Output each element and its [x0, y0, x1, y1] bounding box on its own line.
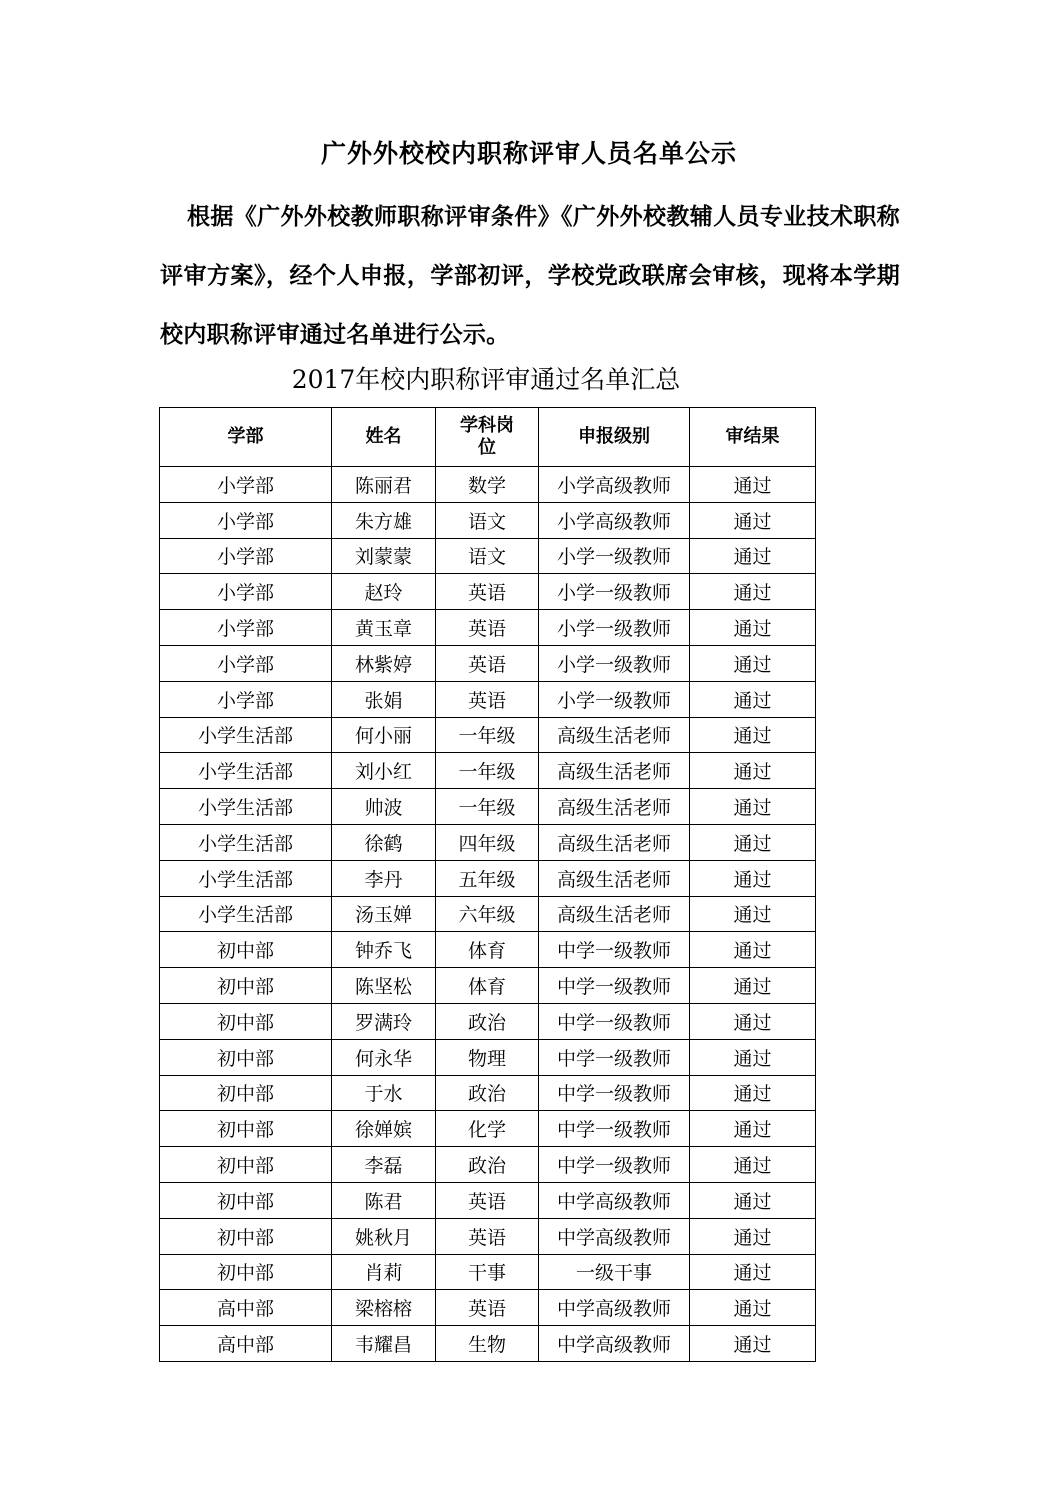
- cell-level: 中学一级教师: [539, 1003, 690, 1039]
- cell-result: 通过: [690, 1218, 816, 1254]
- cell-name: 陈丽君: [332, 467, 436, 503]
- header-subject: 学科岗位: [436, 408, 539, 467]
- cell-name: 徐鹤: [332, 824, 436, 860]
- cell-level: 中学高级教师: [539, 1290, 690, 1326]
- cell-name: 梁榕榕: [332, 1290, 436, 1326]
- cell-level: 小学高级教师: [539, 467, 690, 503]
- cell-subject: 语文: [436, 502, 539, 538]
- cell-name: 罗满玲: [332, 1003, 436, 1039]
- cell-result: 通过: [690, 1326, 816, 1362]
- table-row: [160, 574, 816, 610]
- cell-subject: 语文: [436, 538, 539, 574]
- cell-subject: 一年级: [436, 717, 539, 753]
- table-row: [160, 1326, 816, 1362]
- header-name: 姓名: [332, 408, 436, 467]
- cell-level: 高级生活老师: [539, 896, 690, 932]
- cell-level: 中学一级教师: [539, 968, 690, 1004]
- cell-name: 姚秋月: [332, 1218, 436, 1254]
- cell-level: 小学一级教师: [539, 645, 690, 681]
- table-row: [160, 1111, 816, 1147]
- cell-subject: 数学: [436, 467, 539, 503]
- cell-result: 通过: [690, 896, 816, 932]
- cell-result: 通过: [690, 502, 816, 538]
- cell-name: 赵玲: [332, 574, 436, 610]
- cell-result: 通过: [690, 681, 816, 717]
- cell-level: 小学高级教师: [539, 502, 690, 538]
- cell-name: 钟乔飞: [332, 932, 436, 968]
- cell-dept: 小学部: [160, 645, 332, 681]
- table-row: [160, 681, 816, 717]
- cell-dept: 小学生活部: [160, 824, 332, 860]
- cell-name: 李磊: [332, 1147, 436, 1183]
- cell-name: 刘蒙蒙: [332, 538, 436, 574]
- cell-subject: 化学: [436, 1111, 539, 1147]
- cell-level: 中学一级教师: [539, 932, 690, 968]
- header-dept: 学部: [160, 408, 332, 467]
- table-row: [160, 467, 816, 503]
- cell-result: 通过: [690, 824, 816, 860]
- table-row: [160, 1075, 816, 1111]
- cell-level: 小学一级教师: [539, 610, 690, 646]
- cell-subject: 体育: [436, 932, 539, 968]
- cell-dept: 小学部: [160, 681, 332, 717]
- cell-name: 帅波: [332, 789, 436, 825]
- table-body: [160, 467, 816, 1362]
- cell-subject: 英语: [436, 1182, 539, 1218]
- table-row: [160, 824, 816, 860]
- cell-name: 徐婵嫔: [332, 1111, 436, 1147]
- cell-dept: 初中部: [160, 1075, 332, 1111]
- cell-level: 中学高级教师: [539, 1182, 690, 1218]
- cell-dept: 初中部: [160, 1182, 332, 1218]
- table-row: [160, 860, 816, 896]
- cell-result: 通过: [690, 1182, 816, 1218]
- cell-level: 中学一级教师: [539, 1039, 690, 1075]
- cell-level: 中学高级教师: [539, 1218, 690, 1254]
- cell-dept: 初中部: [160, 968, 332, 1004]
- table-row: [160, 789, 816, 825]
- cell-result: 通过: [690, 1075, 816, 1111]
- cell-result: 通过: [690, 610, 816, 646]
- cell-level: 一级干事: [539, 1254, 690, 1290]
- cell-dept: 初中部: [160, 1003, 332, 1039]
- cell-result: 通过: [690, 1147, 816, 1183]
- cell-result: 通过: [690, 1290, 816, 1326]
- table-row: [160, 538, 816, 574]
- cell-result: 通过: [690, 932, 816, 968]
- cell-level: 小学一级教师: [539, 538, 690, 574]
- cell-subject: 英语: [436, 574, 539, 610]
- results-table: [159, 407, 816, 1362]
- cell-result: 通过: [690, 538, 816, 574]
- header-result: 审结果: [690, 408, 816, 467]
- cell-dept: 小学生活部: [160, 789, 332, 825]
- table-row: [160, 932, 816, 968]
- cell-subject: 英语: [436, 1218, 539, 1254]
- cell-name: 朱方雄: [332, 502, 436, 538]
- cell-result: 通过: [690, 1111, 816, 1147]
- cell-result: 通过: [690, 789, 816, 825]
- cell-level: 高级生活老师: [539, 860, 690, 896]
- cell-dept: 小学部: [160, 467, 332, 503]
- cell-dept: 小学部: [160, 610, 332, 646]
- cell-name: 汤玉婵: [332, 896, 436, 932]
- cell-level: 高级生活老师: [539, 717, 690, 753]
- cell-subject: 英语: [436, 1290, 539, 1326]
- cell-result: 通过: [690, 1254, 816, 1290]
- cell-dept: 初中部: [160, 1218, 332, 1254]
- cell-dept: 初中部: [160, 1147, 332, 1183]
- table-row: [160, 1003, 816, 1039]
- cell-result: 通过: [690, 1039, 816, 1075]
- cell-name: 肖莉: [332, 1254, 436, 1290]
- cell-dept: 小学部: [160, 538, 332, 574]
- cell-dept: 初中部: [160, 932, 332, 968]
- cell-dept: 初中部: [160, 1111, 332, 1147]
- table-row: [160, 645, 816, 681]
- cell-subject: 六年级: [436, 896, 539, 932]
- cell-level: 中学高级教师: [539, 1326, 690, 1362]
- cell-dept: 小学部: [160, 574, 332, 610]
- cell-subject: 一年级: [436, 753, 539, 789]
- cell-level: 高级生活老师: [539, 789, 690, 825]
- cell-dept: 高中部: [160, 1326, 332, 1362]
- cell-subject: 政治: [436, 1147, 539, 1183]
- cell-name: 于水: [332, 1075, 436, 1111]
- cell-level: 中学一级教师: [539, 1111, 690, 1147]
- cell-level: 小学一级教师: [539, 681, 690, 717]
- cell-level: 中学一级教师: [539, 1147, 690, 1183]
- cell-name: 林紫婷: [332, 645, 436, 681]
- cell-result: 通过: [690, 574, 816, 610]
- table-row: [160, 1182, 816, 1218]
- cell-name: 何永华: [332, 1039, 436, 1075]
- table-row: [160, 1218, 816, 1254]
- cell-subject: 政治: [436, 1003, 539, 1039]
- cell-dept: 小学生活部: [160, 896, 332, 932]
- cell-result: 通过: [690, 753, 816, 789]
- cell-subject: 英语: [436, 681, 539, 717]
- cell-name: 韦耀昌: [332, 1326, 436, 1362]
- table-row: [160, 968, 816, 1004]
- cell-subject: 政治: [436, 1075, 539, 1111]
- table-row: [160, 1290, 816, 1326]
- table-row: [160, 502, 816, 538]
- cell-result: 通过: [690, 467, 816, 503]
- table-row: [160, 610, 816, 646]
- cell-result: 通过: [690, 645, 816, 681]
- cell-level: 高级生活老师: [539, 753, 690, 789]
- cell-name: 何小丽: [332, 717, 436, 753]
- document-title: 广外外校校内职称评审人员名单公示: [320, 139, 737, 168]
- cell-subject: 一年级: [436, 789, 539, 825]
- header-level: 申报级别: [539, 408, 690, 467]
- cell-name: 张娟: [332, 681, 436, 717]
- cell-subject: 四年级: [436, 824, 539, 860]
- cell-level: 中学一级教师: [539, 1075, 690, 1111]
- cell-dept: 高中部: [160, 1290, 332, 1326]
- cell-subject: 英语: [436, 645, 539, 681]
- table-row: [160, 896, 816, 932]
- cell-result: 通过: [690, 968, 816, 1004]
- cell-subject: 英语: [436, 610, 539, 646]
- cell-name: 陈坚松: [332, 968, 436, 1004]
- cell-dept: 初中部: [160, 1254, 332, 1290]
- cell-dept: 小学生活部: [160, 717, 332, 753]
- table-row: [160, 1254, 816, 1290]
- cell-dept: 小学生活部: [160, 753, 332, 789]
- table-row: [160, 717, 816, 753]
- cell-subject: 五年级: [436, 860, 539, 896]
- cell-name: 李丹: [332, 860, 436, 896]
- cell-subject: 干事: [436, 1254, 539, 1290]
- table-row: [160, 1147, 816, 1183]
- table-row: [160, 1039, 816, 1075]
- table-header-row: [160, 408, 816, 467]
- cell-name: 黄玉章: [332, 610, 436, 646]
- cell-dept: 小学生活部: [160, 860, 332, 896]
- cell-dept: 初中部: [160, 1039, 332, 1075]
- cell-name: 陈君: [332, 1182, 436, 1218]
- cell-name: 刘小红: [332, 753, 436, 789]
- cell-level: 高级生活老师: [539, 824, 690, 860]
- intro-paragraph: 根据《广外外校教师职称评审条件》《广外外校教辅人员专业技术职称评审方案》，经个人申报，学部初评，学校党政联席会审核，现将本学期校内职称评审通过名单进行公示。: [160, 204, 900, 348]
- cell-result: 通过: [690, 1003, 816, 1039]
- table-title: 2017年校内职称评审通过名单汇总: [291, 365, 681, 394]
- cell-level: 小学一级教师: [539, 574, 690, 610]
- cell-dept: 小学部: [160, 502, 332, 538]
- cell-result: 通过: [690, 860, 816, 896]
- table-row: [160, 753, 816, 789]
- cell-subject: 生物: [436, 1326, 539, 1362]
- cell-result: 通过: [690, 717, 816, 753]
- cell-subject: 体育: [436, 968, 539, 1004]
- cell-subject: 物理: [436, 1039, 539, 1075]
